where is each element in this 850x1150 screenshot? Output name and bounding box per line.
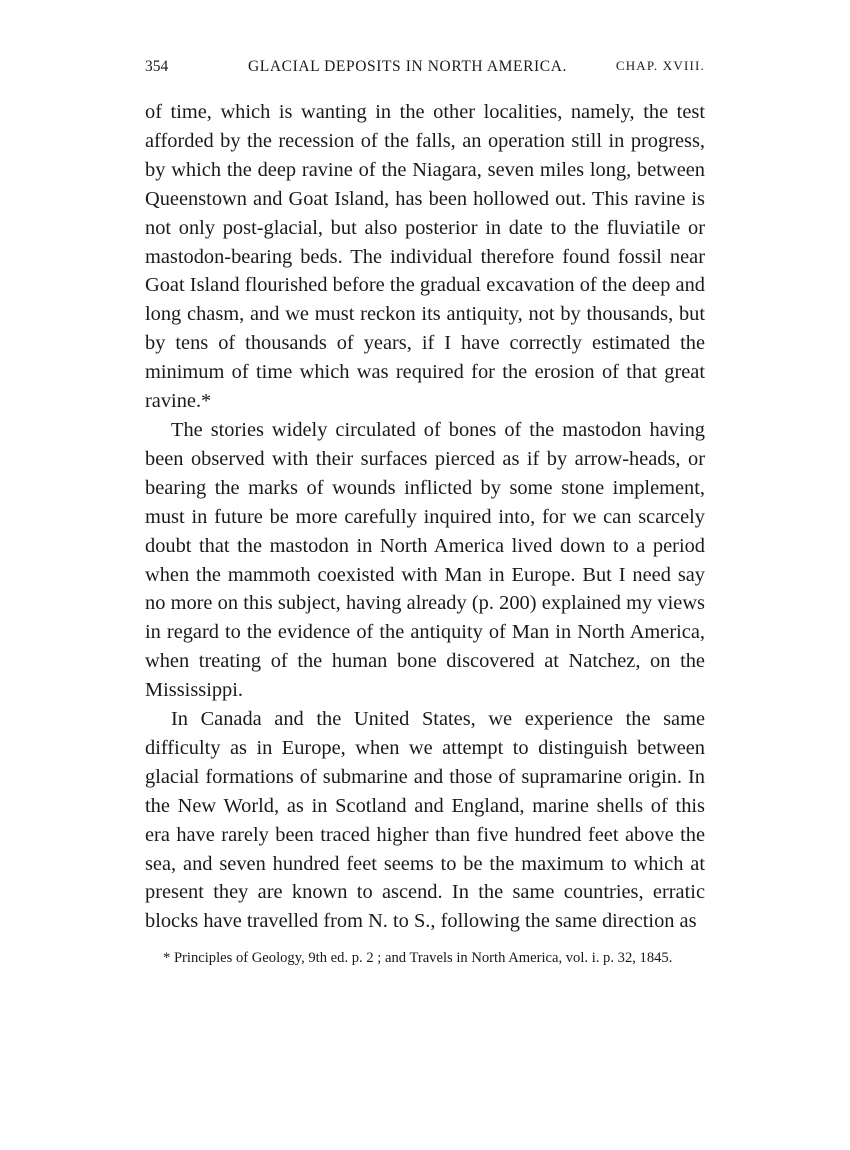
- paragraph-mastodon-stories: The stories widely circulated of bones of the mastodon having been observed with their surfaces pierced as if by arrow-heads, or bearing the marks of wounds inflicted by some stone implement, must in future be more carefully inquired into, for we can scarcely doubt that the mastodon in North America lived down to a period when the mammoth coexisted with Man in Europe. But I need say no more on this subject, having already (p. 200) explained my views in regard to the evidence of the antiquity of Man in North America, when treating of the human bone discovered at Natchez, on the Mississippi.: [145, 418, 705, 702]
- running-title: GLACIAL DEPOSITS IN NORTH AMERICA.: [248, 58, 567, 75]
- running-head: [145, 58, 705, 84]
- chapter-reference: CHAP. XVIII.: [615, 58, 705, 73]
- paragraph-continued: of time, which is wanting in the other localities, namely, the test afforded by the recession of the falls, an operation still in progress, by which the deep ravine of the Niagara, seven miles long, between Queenstown and Goat Island, has been hollowed out. This ravine is not only post-glacial, but also posterior in date to the fluviatile or mastodon-bearing beds. The individual therefore found fossil near Goat Island flourished before the gradual excavation of the deep and long chasm, and we must reckon its antiquity, not by thousands, but by tens of thousands of years, if I have correctly estimated the minimum of time which was required for the erosion of that great ravine.*: [145, 101, 705, 413]
- footnote: * Principles of Geology, 9th ed. p. 2 ; and Travels in North America, vol. i. p. 32, 1845.: [163, 950, 673, 967]
- page-number: 354: [145, 58, 169, 75]
- paragraph-canada-united-states: In Canada and the United States, we experience the same difficulty as in Europe, when we attempt to distinguish between glacial formations of submarine and those of supramarine origin. In the New World, as in Scotland and England, marine shells of this era have rarely been traced higher than five hundred feet above the sea, and seven hundred feet seems to be the maximum to which at present they are known to ascend. In the same countries, erratic blocks have travelled from N. to S., following the same direction as: [145, 708, 705, 933]
- page-content: [145, 58, 705, 968]
- body-text: [145, 98, 705, 936]
